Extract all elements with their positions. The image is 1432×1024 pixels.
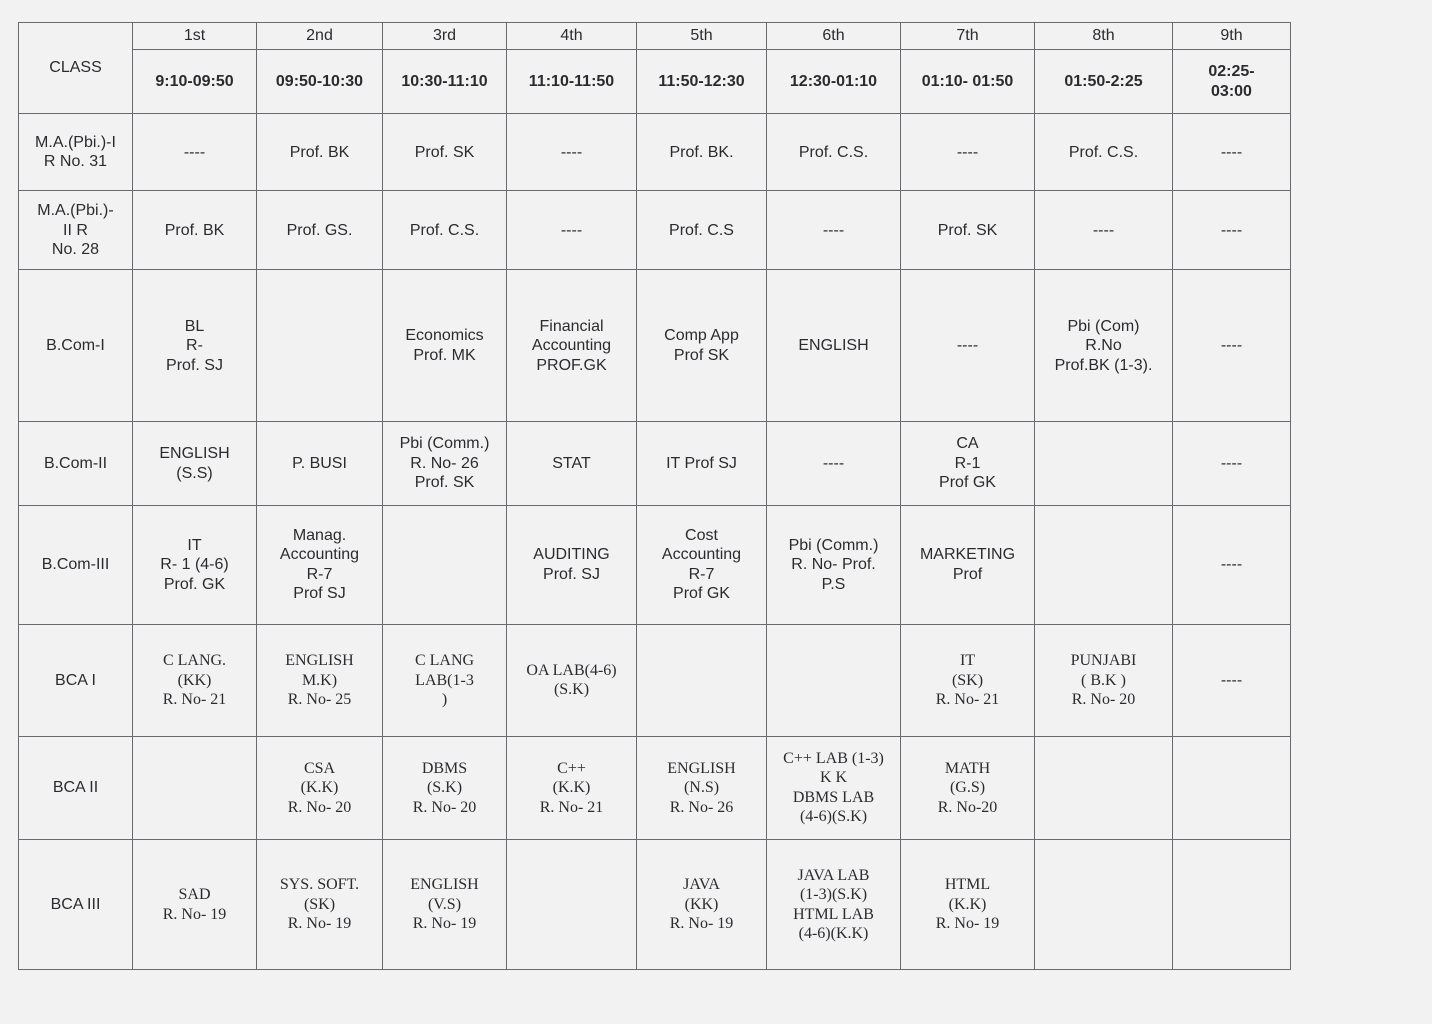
timetable: [18, 22, 1291, 970]
schedule-cell: ----: [1173, 422, 1291, 505]
schedule-cell: ----: [1035, 191, 1173, 270]
schedule-cell: Cost Accounting R-7 Prof GK: [637, 505, 767, 625]
schedule-cell: BL R- Prof. SJ: [133, 270, 257, 422]
schedule-cell: Prof. GS.: [257, 191, 383, 270]
schedule-cell: Pbi (Comm.) R. No- 26 Prof. SK: [383, 422, 507, 505]
schedule-cell: Financial Accounting PROF.GK: [507, 270, 637, 422]
schedule-cell: Prof. BK: [257, 114, 383, 191]
time-slot: 01:50-2:25: [1035, 50, 1173, 114]
table-row: [19, 625, 1291, 737]
schedule-cell: STAT: [507, 422, 637, 505]
schedule-cell: [1173, 840, 1291, 970]
schedule-cell: Comp App Prof SK: [637, 270, 767, 422]
schedule-cell: Prof. SK: [901, 191, 1035, 270]
schedule-cell: PUNJABI ( B.K ) R. No- 20: [1035, 625, 1173, 737]
class-name: B.Com-II: [19, 422, 133, 505]
table-row: [19, 505, 1291, 625]
schedule-cell: ----: [767, 191, 901, 270]
period-label: 8th: [1035, 23, 1173, 50]
schedule-cell: [507, 840, 637, 970]
schedule-cell: MATH (G.S) R. No-20: [901, 736, 1035, 839]
schedule-cell: [1173, 736, 1291, 839]
schedule-cell: ----: [1173, 191, 1291, 270]
time-slot: 09:50-10:30: [257, 50, 383, 114]
schedule-cell: DBMS (S.K) R. No- 20: [383, 736, 507, 839]
schedule-cell: Economics Prof. MK: [383, 270, 507, 422]
time-slot: 10:30-11:10: [383, 50, 507, 114]
schedule-cell: [767, 625, 901, 737]
schedule-cell: Pbi (Comm.) R. No- Prof. P.S: [767, 505, 901, 625]
schedule-cell: C++ (K.K) R. No- 21: [507, 736, 637, 839]
schedule-cell: ----: [901, 114, 1035, 191]
header-period-row: [19, 23, 1291, 50]
schedule-cell: [133, 736, 257, 839]
table-row: [19, 736, 1291, 839]
time-slot: 01:10- 01:50: [901, 50, 1035, 114]
schedule-cell: CSA (K.K) R. No- 20: [257, 736, 383, 839]
schedule-cell: SYS. SOFT. (SK) R. No- 19: [257, 840, 383, 970]
schedule-cell: ----: [1173, 270, 1291, 422]
period-label: 7th: [901, 23, 1035, 50]
schedule-cell: SAD R. No- 19: [133, 840, 257, 970]
schedule-cell: Prof. SK: [383, 114, 507, 191]
schedule-cell: [257, 270, 383, 422]
schedule-cell: ----: [1173, 505, 1291, 625]
period-label: 4th: [507, 23, 637, 50]
table-row: [19, 422, 1291, 505]
period-label: 6th: [767, 23, 901, 50]
time-slot: 11:50-12:30: [637, 50, 767, 114]
schedule-cell: Prof. BK.: [637, 114, 767, 191]
schedule-cell: [637, 625, 767, 737]
table-row: [19, 114, 1291, 191]
schedule-cell: C++ LAB (1-3) K K DBMS LAB (4-6)(S.K): [767, 736, 901, 839]
period-label: 1st: [133, 23, 257, 50]
class-name: B.Com-III: [19, 505, 133, 625]
schedule-cell: P. BUSI: [257, 422, 383, 505]
class-name: BCA II: [19, 736, 133, 839]
schedule-cell: OA LAB(4-6) (S.K): [507, 625, 637, 737]
schedule-cell: IT Prof SJ: [637, 422, 767, 505]
class-name: BCA I: [19, 625, 133, 737]
schedule-cell: [383, 505, 507, 625]
schedule-cell: C LANG. (KK) R. No- 21: [133, 625, 257, 737]
schedule-cell: ----: [1173, 625, 1291, 737]
schedule-cell: Pbi (Com) R.No Prof.BK (1-3).: [1035, 270, 1173, 422]
schedule-cell: Prof. C.S: [637, 191, 767, 270]
schedule-cell: ENGLISH (V.S) R. No- 19: [383, 840, 507, 970]
table-row: [19, 840, 1291, 970]
corner-class-label: CLASS: [19, 23, 133, 114]
schedule-cell: [1035, 840, 1173, 970]
schedule-cell: IT R- 1 (4-6) Prof. GK: [133, 505, 257, 625]
schedule-cell: [1035, 422, 1173, 505]
schedule-cell: [1035, 736, 1173, 839]
schedule-cell: ----: [507, 191, 637, 270]
schedule-cell: ENGLISH (S.S): [133, 422, 257, 505]
schedule-cell: ----: [767, 422, 901, 505]
schedule-cell: ----: [901, 270, 1035, 422]
schedule-cell: MARKETING Prof: [901, 505, 1035, 625]
schedule-cell: Prof. C.S.: [1035, 114, 1173, 191]
schedule-cell: Prof. BK: [133, 191, 257, 270]
schedule-cell: CA R-1 Prof GK: [901, 422, 1035, 505]
header-time-row: [19, 50, 1291, 114]
timetable-container: [18, 22, 1290, 970]
period-label: 9th: [1173, 23, 1291, 50]
class-name: B.Com-I: [19, 270, 133, 422]
class-name: M.A.(Pbi.)- II R No. 28: [19, 191, 133, 270]
schedule-cell: [1035, 505, 1173, 625]
schedule-cell: HTML (K.K) R. No- 19: [901, 840, 1035, 970]
table-row: [19, 191, 1291, 270]
period-label: 5th: [637, 23, 767, 50]
schedule-cell: Manag. Accounting R-7 Prof SJ: [257, 505, 383, 625]
schedule-cell: ENGLISH M.K) R. No- 25: [257, 625, 383, 737]
schedule-cell: Prof. C.S.: [767, 114, 901, 191]
time-slot: 02:25- 03:00: [1173, 50, 1291, 114]
schedule-cell: IT (SK) R. No- 21: [901, 625, 1035, 737]
period-label: 2nd: [257, 23, 383, 50]
schedule-cell: ENGLISH (N.S) R. No- 26: [637, 736, 767, 839]
time-slot: 9:10-09:50: [133, 50, 257, 114]
time-slot: 11:10-11:50: [507, 50, 637, 114]
schedule-cell: ----: [1173, 114, 1291, 191]
schedule-cell: ENGLISH: [767, 270, 901, 422]
class-name: BCA III: [19, 840, 133, 970]
period-label: 3rd: [383, 23, 507, 50]
table-row: [19, 270, 1291, 422]
schedule-cell: JAVA LAB (1-3)(S.K) HTML LAB (4-6)(K.K): [767, 840, 901, 970]
time-slot: 12:30-01:10: [767, 50, 901, 114]
schedule-cell: ----: [507, 114, 637, 191]
schedule-cell: AUDITING Prof. SJ: [507, 505, 637, 625]
schedule-cell: ----: [133, 114, 257, 191]
schedule-cell: C LANG LAB(1-3 ): [383, 625, 507, 737]
schedule-cell: Prof. C.S.: [383, 191, 507, 270]
schedule-cell: JAVA (KK) R. No- 19: [637, 840, 767, 970]
class-name: M.A.(Pbi.)-I R No. 31: [19, 114, 133, 191]
